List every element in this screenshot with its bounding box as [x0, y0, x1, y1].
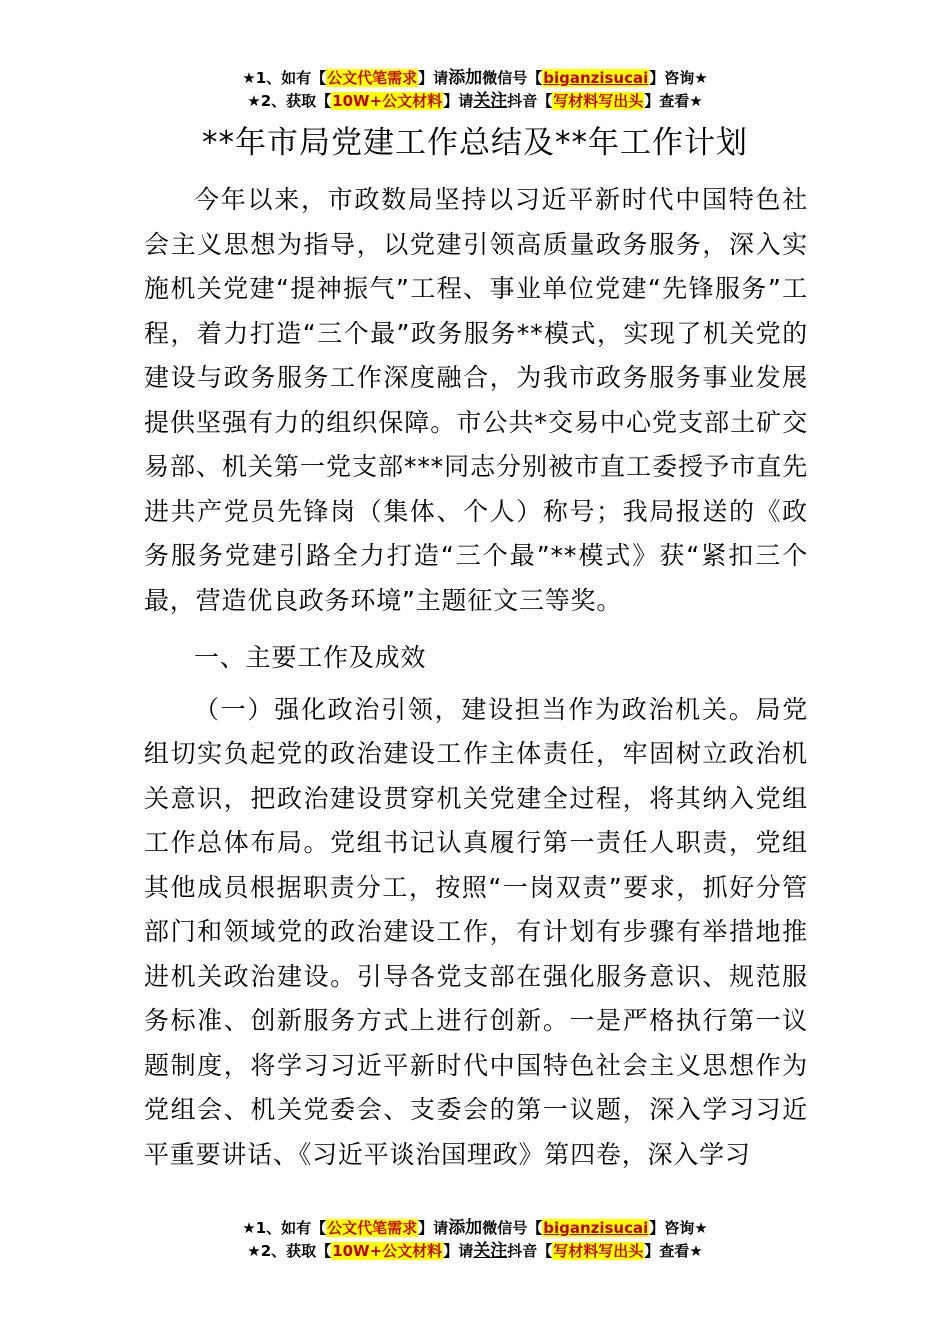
wechat-id-link[interactable]: biganzisucai: [543, 1219, 649, 1237]
promo-text: 抖音【: [507, 1242, 553, 1260]
promo-emphasis: 关注: [473, 1241, 508, 1261]
promo-text: 】查看★: [644, 1242, 703, 1260]
promo-text: 】请: [443, 92, 474, 110]
douyin-account-highlight: 写材料写出头: [553, 92, 644, 110]
section-heading: 一、主要工作及成效: [194, 643, 427, 672]
promo-text: 抖音【: [507, 92, 553, 110]
promo-text: ★2、获取【: [247, 92, 332, 110]
promo-line-1: [0, 67, 950, 90]
promo-text: ★1、如有【: [242, 69, 327, 87]
document-body: [144, 178, 808, 1177]
promo-text: 微信号【: [482, 1219, 543, 1237]
promo-text: ★1、如有【: [242, 1219, 327, 1237]
promo-emphasis: 添加: [448, 68, 483, 88]
intro-paragraph: 今年以来，市政数局坚持以习近平新时代中国特色社会主义思想为指导，以党建引领高质量政务服务，深入实施机关党建“提神振气”工程、事业单位党建“先锋服务”工程，着力打造“三个最”政务服务**模式，实现了机关党的建设与政务服务工作深度融合，为我市政务服务事业发展提供坚强有力的组织保障。市公共*交易中心党支部土矿交易部、机关第一党支部***同志分别被市直工委授予市直先进共产党员先锋岗（集体、个人）称号；我局报送的《政务服务党建引路全力打造“三个最”**模式》获“紧扣三个最，营造优良政务环境”主题征文三等奖。: [144, 185, 808, 615]
promo-text: 】咨询★: [649, 1219, 708, 1237]
section-paragraph: （一）强化政治引领，建设担当作为政治机关。局党组切实负起党的政治建设工作主体责任，牢固树立政治机关意识，把政治建设贯穿机关党建全过程，将其纳入党组工作总体布局。党组书记认真履行第一责任人职责，党组其他成员根据职责分工，按照“一岗双责”要求，抓好分管部门和领域党的政治建设工作，有计划有步骤有举措地推进机关政治建设。引导各党支部在强化服务意识、规范服务标准、创新服务方式上进行创新。一是严格执行第一议题制度，将学习习近平新时代中国特色社会主义思想作为党组会、机关党委会、支委会的第一议题，深入学习习近平重要讲话、《习近平谈治国理政》第四卷，深入学习: [144, 694, 808, 1169]
promo-text: 】查看★: [644, 92, 703, 110]
promo-text: 】咨询★: [649, 69, 708, 87]
promo-text: 】请: [418, 1219, 449, 1237]
promo-text: 】请: [443, 1242, 474, 1260]
promo-highlight: 10W+公文材料: [332, 92, 443, 110]
promo-text: 微信号【: [482, 69, 543, 87]
wechat-id-link[interactable]: biganzisucai: [543, 69, 649, 87]
footer-promo-banner: [0, 1217, 950, 1263]
promo-highlight: 公文代笔需求: [327, 1219, 418, 1237]
promo-highlight: 公文代笔需求: [327, 69, 418, 87]
promo-emphasis: 关注: [473, 91, 508, 111]
promo-emphasis: 添加: [448, 1218, 483, 1238]
header-promo-banner: [0, 67, 950, 113]
promo-line-2: [0, 90, 950, 113]
promo-highlight: 10W+公文材料: [332, 1242, 443, 1260]
promo-line-2: [0, 1240, 950, 1263]
document-title: **年市局党建工作总结及**年工作计划: [202, 125, 748, 161]
promo-line-1: [0, 1217, 950, 1240]
promo-text: 】请: [418, 69, 449, 87]
douyin-account-highlight: 写材料写出头: [553, 1242, 644, 1260]
promo-text: ★2、获取【: [247, 1242, 332, 1260]
